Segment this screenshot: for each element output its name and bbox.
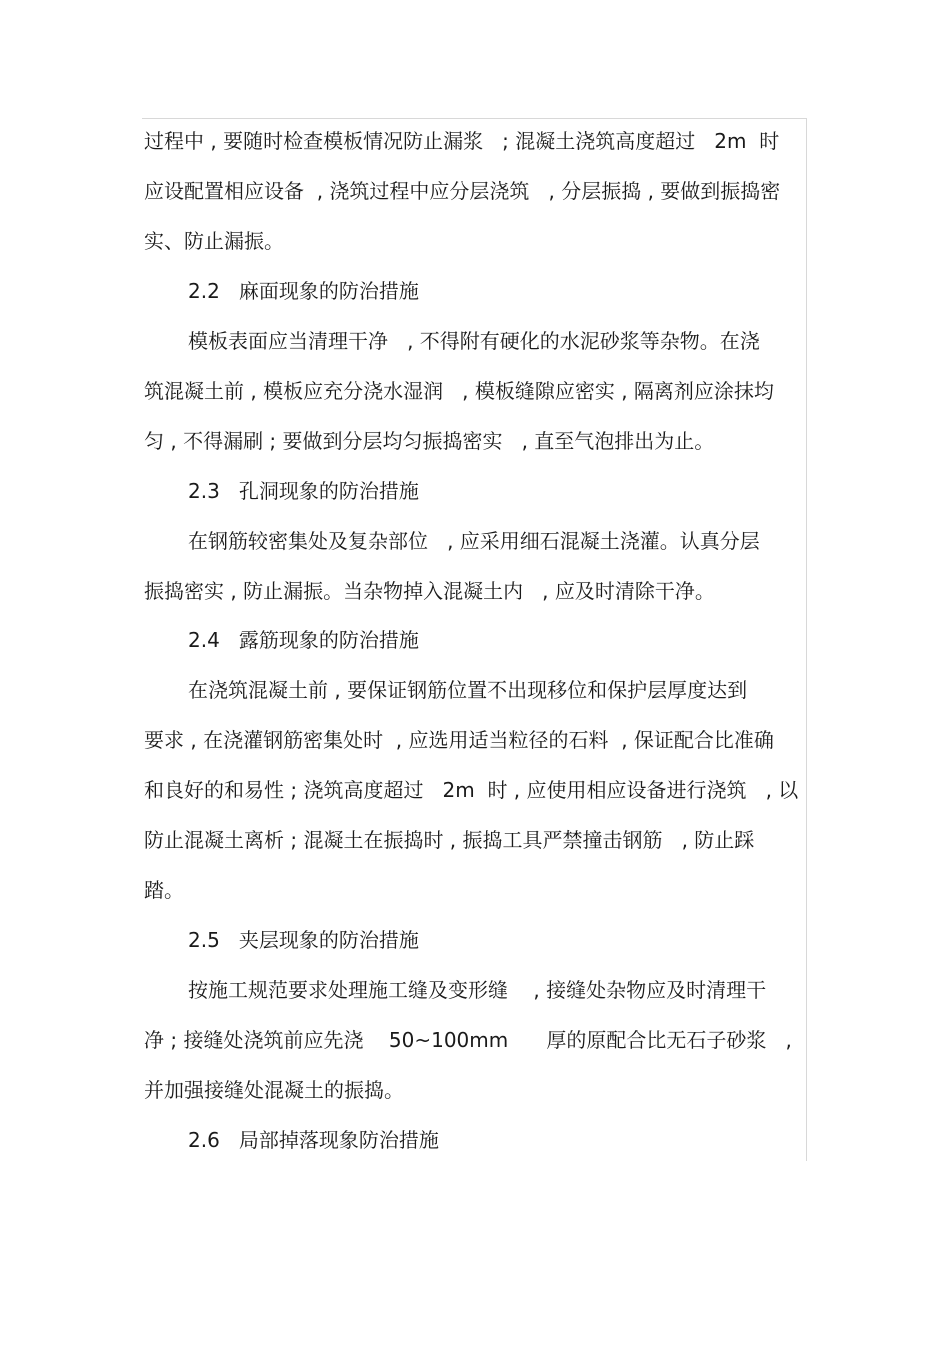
body-text-line: 在浇筑混凝土前 , 要保证钢筋位置不出现移位和保护层厚度达到 (188, 678, 748, 702)
body-text-line: 实、防止漏振。 (144, 229, 284, 253)
body-text-line: 按施工规范要求处理施工缝及变形缝 , 接缝处杂物应及时清理干 (188, 978, 767, 1002)
body-text-line: 振捣密实 , 防止漏振。当杂物掉入混凝土内 , 应及时清除干净。 (144, 579, 715, 603)
section-heading-2-4: 2.4 露筋现象的防治措施 (188, 628, 419, 652)
body-text-line: 应设配置相应设备 , 浇筑过程中应分层浇筑 , 分层振捣 , 要做到振捣密 (144, 179, 781, 203)
body-text-line: 和良好的和易性 ; 浇筑高度超过 2m 时 , 应使用相应设备进行浇筑 , 以 (144, 778, 799, 802)
body-text-line: 匀 , 不得漏刷 ; 要做到分层均匀振捣密实 , 直至气泡排出为止。 (144, 429, 715, 453)
body-text-line: 筑混凝土前 , 模板应充分浇水湿润 , 模板缝隙应密实 , 隔离剂应涂抹均 (144, 379, 774, 403)
section-heading-2-2: 2.2 麻面现象的防治措施 (188, 279, 419, 303)
body-text-line: 要求 , 在浇灌钢筋密集处时 , 应选用适当粒径的石料 , 保证配合比准确 (144, 728, 774, 752)
section-heading-2-6: 2.6 局部掉落现象防治措施 (188, 1128, 439, 1152)
body-text-line: 并加强接缝处混凝土的振捣。 (144, 1078, 404, 1102)
body-text-line: 踏。 (144, 878, 184, 902)
body-text-line: 防止混凝土离析 ; 混凝土在振捣时 , 振捣工具严禁撞击钢筋 , 防止踩 (144, 828, 755, 852)
section-heading-2-3: 2.3 孔洞现象的防治措施 (188, 479, 419, 503)
body-text-line: 过程中 , 要随时检查模板情况防止漏浆 ; 混凝土浇筑高度超过 2m 时 (144, 129, 780, 153)
body-text-line: 模板表面应当清理干净 , 不得附有硬化的水泥砂浆等杂物。在浇 (188, 329, 760, 353)
body-text-line: 净 ; 接缝处浇筑前应先浇 50~100mm 厚的原配合比无石子砂浆 , (144, 1028, 792, 1052)
section-heading-2-5: 2.5 夹层现象的防治措施 (188, 928, 419, 952)
body-text-line: 在钢筋较密集处及复杂部位 , 应采用细石混凝土浇灌。认真分层 (188, 529, 760, 553)
